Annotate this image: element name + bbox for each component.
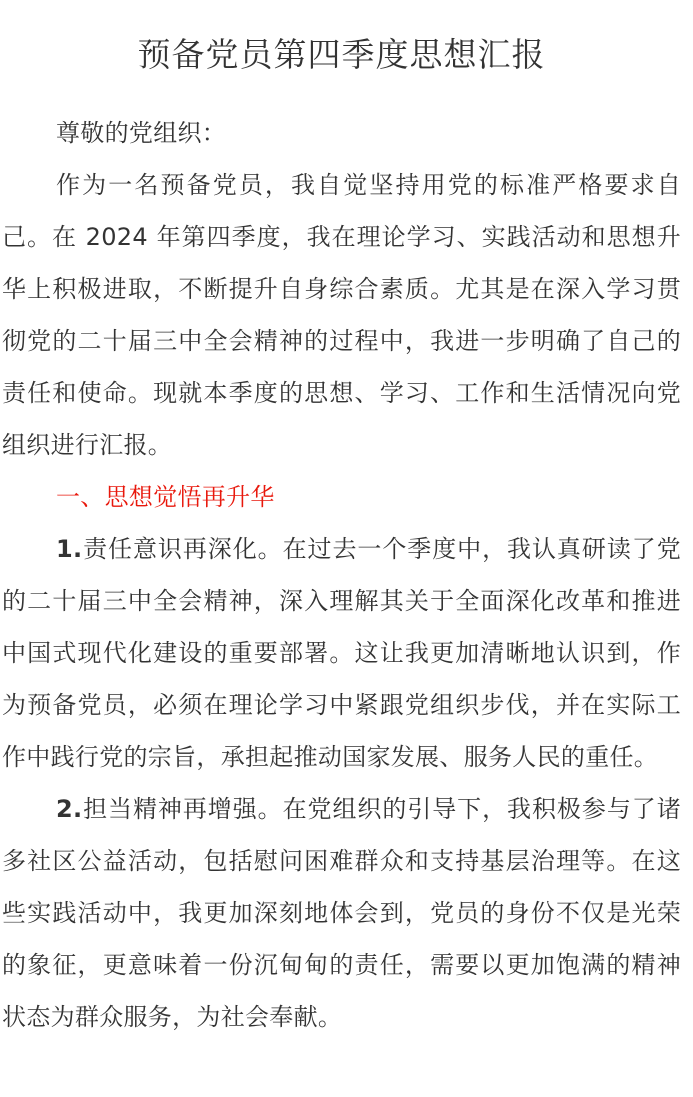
item-number: 2. bbox=[56, 795, 83, 823]
document-title: 预备党员第四季度思想汇报 bbox=[137, 35, 546, 74]
item-text: 担当精神再增强。在党组织的引导下，我积极参与了诸多社区公益活动，包括慰问困难群众和支持基层治理等。在这些实践活动中，我更加深刻地体会到，党员的身份不仅是光荣的象征，更意味着一份沉甸甸的责任，需要以更加饱满的精神状态为群众服务，为社会奉献。 bbox=[2, 795, 681, 1031]
intro-paragraph: 作为一名预备党员，我自觉坚持用党的标准严格要求自己。在 2024 年第四季度，我在理论学习、实践活动和思想升华上积极进取，不断提升自身综合素质。尤其是在深入学习贯彻党的二十届三中全会精神的过程中，我进一步明确了自己的责任和使命。现就本季度的思想、学习、工作和生活情况向党组织进行汇报。 bbox=[2, 171, 681, 459]
list-item-paragraph bbox=[2, 783, 681, 1043]
section-heading: 一、思想觉悟再升华 bbox=[56, 483, 275, 511]
item-text: 责任意识再深化。在过去一个季度中，我认真研读了党的二十届三中全会精神，深入理解其关于全面深化改革和推进中国式现代化建设的重要部署。这让我更加清晰地认识到，作为预备党员，必须在理论学习中紧跟党组织步伐，并在实际工作中践行党的宗旨，承担起推动国家发展、服务人民的重任。 bbox=[2, 535, 681, 771]
document-body bbox=[2, 107, 681, 1043]
item-number: 1. bbox=[56, 535, 83, 563]
list-item-paragraph bbox=[2, 523, 681, 783]
salutation: 尊敬的党组织： bbox=[56, 119, 227, 147]
